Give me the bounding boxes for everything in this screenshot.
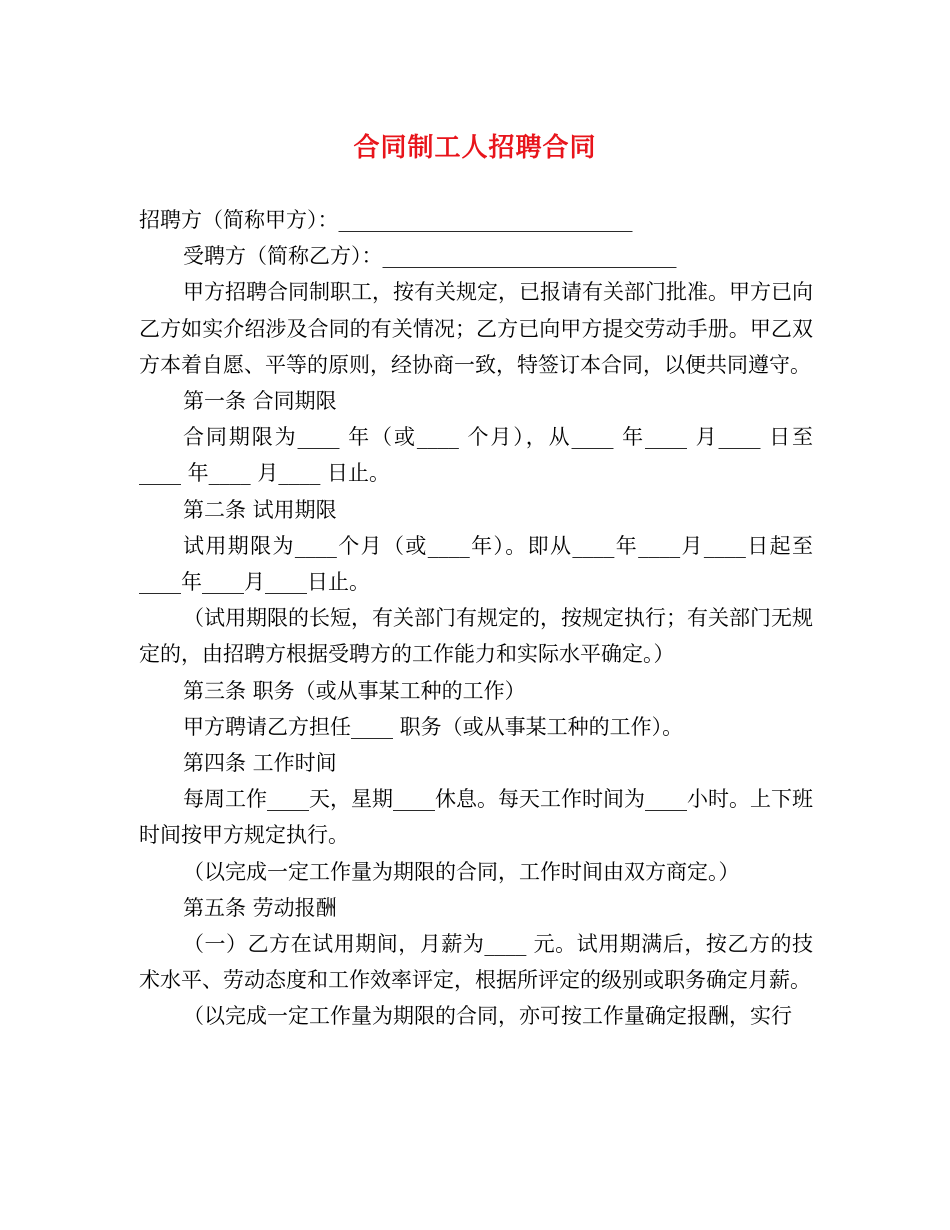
article-4-note: （以完成一定工作量为期限的合同，工作时间由双方商定。） (183, 859, 740, 884)
paragraph-party-a: 招聘方（简称甲方）：____________________________ (139, 208, 633, 232)
paragraph-party-b: 受聘方（简称乙方）：____________________________ (183, 244, 677, 269)
article-5-title: 第五条 劳动报酬 (183, 895, 337, 920)
article-1-title: 第一条 合同期限 (183, 389, 337, 414)
article-2-title: 第二条 试用期限 (183, 497, 337, 522)
article-1-body: 合同期限为____ 年（或____ 个月），从____ 年____ 月____ 日至____ 年____ 月____ 日止。 (139, 425, 813, 486)
article-2-note: （试用期限的长短，有关部门有规定的，按规定执行；有关部门无规定的，由招聘方根据受聘方的工作能力和实际水平确定。） (139, 606, 813, 667)
article-3-body: 甲方聘请乙方担任____ 职务（或从事某工种的工作）。 (183, 714, 684, 739)
article-4-title: 第四条 工作时间 (183, 751, 337, 776)
article-3-title: 第三条 职务（或从事某工种的工作） (183, 678, 526, 703)
article-4-body: 每周工作____天，星期____休息。每天工作时间为____小时。上下班时间按甲方规定执行。 (139, 787, 813, 848)
paragraph-intro: 甲方招聘合同制职工，按有关规定，已报请有关部门批准。甲方已向乙方如实介绍涉及合同的有关情况；乙方已向甲方提交劳动手册。甲乙双方本着自愿、平等的原则，经协商一致，特签订本合同，以便共同遵守。 (139, 280, 813, 377)
article-5-note: （以完成一定工作量为期限的合同，亦可按工作量确定报酬，实行 (183, 1004, 792, 1029)
article-2-body: 试用期限为____个月（或____年）。即从____年____月____日起至____年____月____日止。 (139, 533, 813, 595)
document-body (139, 202, 813, 1035)
article-5-item-1: （一）乙方在试用期间，月薪为____ 元。试用期满后，按乙方的技术水平、劳动态度和工作效率评定，根据所评定的级别或职务确定月薪。 (139, 932, 813, 993)
document-title: 合同制工人招聘合同 (353, 133, 597, 163)
